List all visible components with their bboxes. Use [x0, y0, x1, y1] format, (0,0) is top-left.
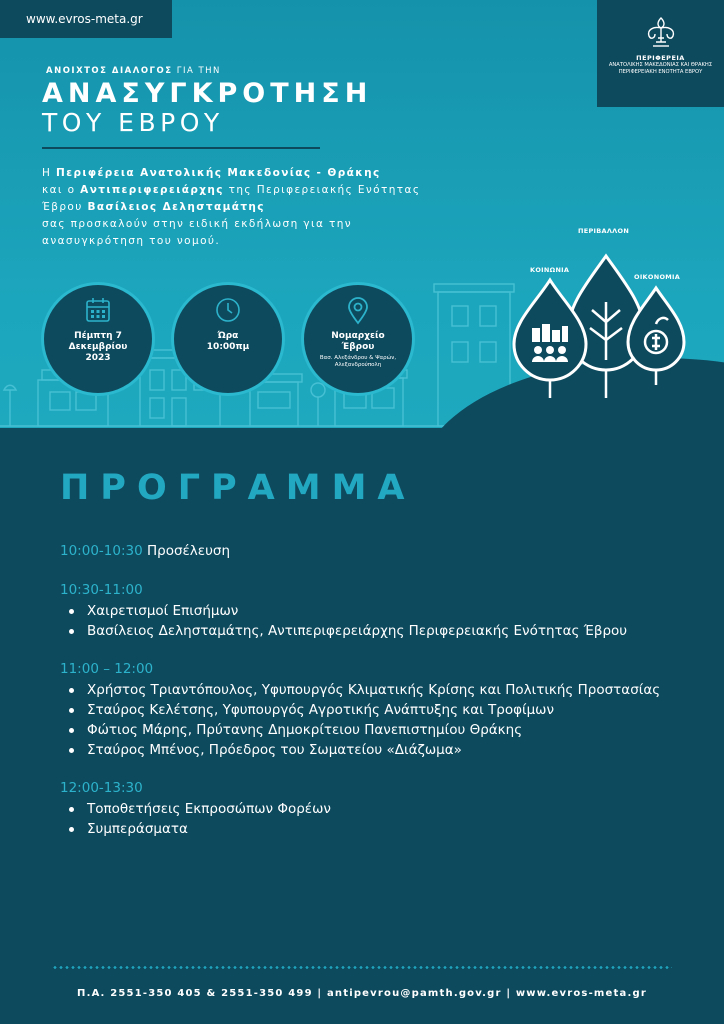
contact-footer: Π.Α. 2551-350 405 & 2551-350 499 | antipevrou@pamth.gov.gr | www.evros-meta.gr — [77, 988, 647, 999]
event-place: Νομαρχείο Έβρου — [331, 331, 385, 352]
schedule-item: Προσέλευση — [142, 543, 231, 559]
region-emblem-icon — [643, 14, 679, 48]
event-time: Ώρα 10:00πμ — [206, 331, 250, 352]
program-schedule — [60, 540, 700, 856]
schedule-time: 12:00-13:30 — [60, 780, 143, 796]
label-environment: ΠΕΡΙΒΑΛΛΟΝ — [578, 227, 630, 235]
title-line-1: ΑΝΑΣΥΓΚΡΟΤΗΣΗ — [42, 78, 373, 109]
schedule-time: 10:30-11:00 — [60, 582, 143, 598]
schedule-item: Συμπεράσματα — [60, 819, 700, 839]
schedule-time: 11:00 – 12:00 — [60, 661, 154, 677]
program-title: ΠΡΟΓΡΑΜΜΑ — [60, 468, 416, 508]
event-date: Πέμπτη 7 Δεκεμβρίου 2023 — [68, 331, 128, 363]
schedule-item: Τοποθετήσεις Εκπροσώπων Φορέων — [60, 799, 700, 819]
logo-unit: ΠΕΡΙΦΕΡΕΙΑΚΗ ΕΝΟΤΗΤΑ ΕΒΡΟΥ — [618, 69, 703, 75]
dotted-divider — [52, 966, 672, 969]
schedule-item: Σταύρος Μπένος, Πρόεδρος του Σωματείου «Διάζωμα» — [60, 740, 700, 760]
schedule-block — [60, 540, 700, 562]
calendar-icon — [85, 297, 111, 323]
invitation-text: Η Περιφέρεια Ανατολικής Μακεδονίας - Θράκης και ο Αντιπεριφερειάρχης της Περιφερειακής Ενότητας Έβρου Βασίλειος Δελησταμάτης σας προσκαλούν στην ειδική εκδήλωση για την ανασυγκρότηση του νομού. — [42, 167, 421, 247]
pre-title: ΑΝΟΙΧΤΟΣ ΔΙΑΛΟΓΟΣ ΓΙΑ ΤΗΝ — [46, 66, 221, 76]
clock-icon — [215, 297, 241, 323]
schedule-block — [60, 658, 700, 760]
schedule-item: Φώτιος Μάρης, Πρύτανης Δημοκρίτειου Πανεπιστημίου Θράκης — [60, 720, 700, 740]
place-circle — [301, 282, 415, 396]
region-logo — [597, 0, 724, 107]
time-circle — [171, 282, 285, 396]
schedule-time: 10:00-10:30 — [60, 543, 143, 559]
date-circle — [41, 282, 155, 396]
label-society: ΚΟΙΝΩΝΙΑ — [530, 266, 570, 274]
location-pin-icon — [347, 297, 369, 325]
logo-subtitle: ΑΝΑΤΟΛΙΚΗΣ ΜΑΚΕΔΟΝΙΑΣ ΚΑΙ ΘΡΑΚΗΣ — [608, 62, 713, 68]
label-economy: ΟΙΚΟΝΟΜΙΑ — [634, 273, 681, 281]
logo-title: ΠΕΡΙΦΕΡΕΙΑ — [636, 54, 685, 62]
schedule-item: Χρήστος Τριαντόπουλος, Υφυπουργός Κλιματικής Κρίσης και Πολιτικής Προστασίας — [60, 680, 700, 700]
title-line-2: ΤΟΥ ΕΒΡΟΥ — [42, 108, 224, 137]
schedule-item: Χαιρετισμοί Επισήμων — [60, 601, 700, 621]
site-url-tag: www.evros-meta.gr — [0, 0, 172, 38]
event-address: Βασ. Αλεξάνδρου & Ψαρών, Αλεξανδρούπολη — [319, 355, 397, 368]
hero-section — [0, 0, 724, 428]
schedule-block — [60, 777, 700, 839]
schedule-block — [60, 579, 700, 641]
schedule-item: Σταύρος Κελέτσης, Υφυπουργός Αγροτικής Ανάπτυξης και Τροφίμων — [60, 700, 700, 720]
schedule-item: Βασίλειος Δελησταμάτης, Αντιπεριφερειάρχης Περιφερειακής Ενότητας Έβρου — [60, 621, 700, 641]
title-divider — [42, 147, 320, 149]
